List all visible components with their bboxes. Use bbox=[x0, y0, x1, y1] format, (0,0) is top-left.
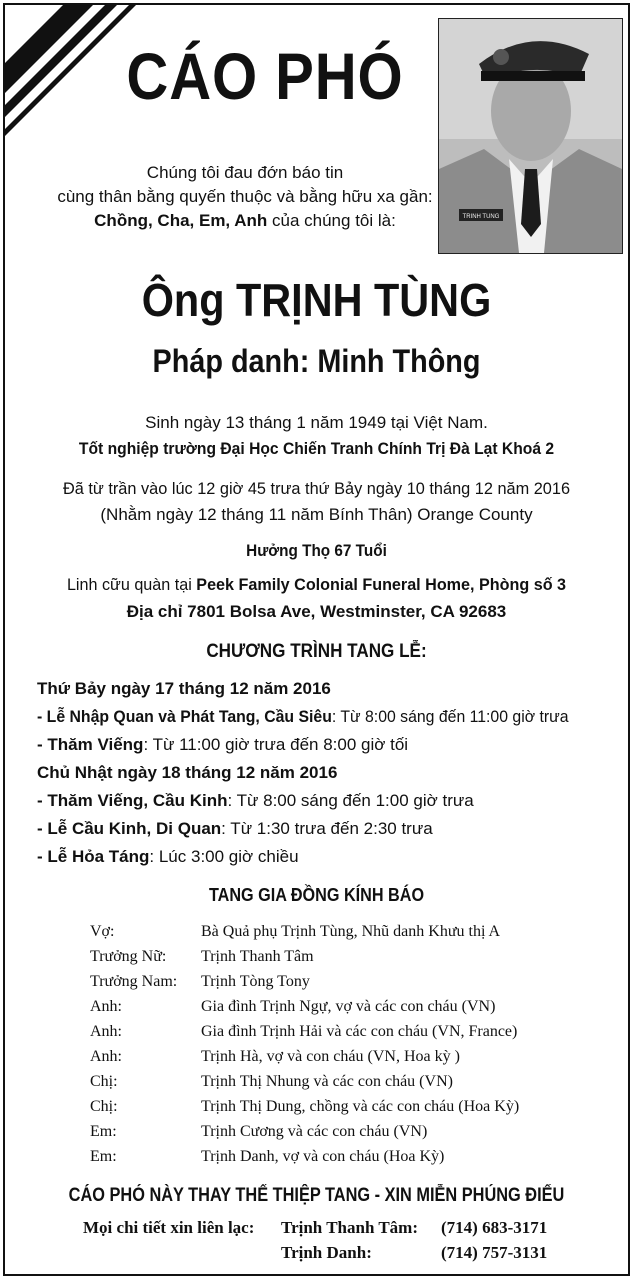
relation-value: Trịnh Danh, vợ và con cháu (Hoa Kỳ) bbox=[201, 1148, 445, 1165]
schedule-item bbox=[37, 819, 433, 839]
contact-phone: (714) 683-3171 bbox=[441, 1218, 548, 1237]
page-title: CÁO PHÓ bbox=[126, 39, 404, 113]
relation-value: Trịnh Thị Dung, chồng và các con cháu (Hoa Kỳ) bbox=[201, 1098, 520, 1115]
contact-name: Trịnh Danh: bbox=[281, 1243, 372, 1262]
intro-line-2: cùng thân bằng quyến thuộc và bằng hữu xa gần: bbox=[57, 187, 433, 206]
contact-prefix: Mọi chi tiết xin liên lạc: bbox=[83, 1218, 255, 1237]
relation-label: Vợ: bbox=[90, 923, 115, 940]
relation-label: Chị: bbox=[90, 1073, 118, 1090]
relation-value: Gia đình Trịnh Ngự, vợ và các con cháu (VN) bbox=[201, 998, 496, 1015]
funeral-address: Địa chỉ 7801 Bolsa Ave, Westminster, CA 92683 bbox=[126, 602, 507, 621]
event-time: : Từ 11:00 giờ trưa đến 8:00 giờ tối bbox=[143, 735, 409, 754]
schedule-item bbox=[37, 707, 569, 727]
event-name: - Lễ Hỏa Táng bbox=[37, 847, 150, 866]
dharma-name: Pháp danh: Minh Thông bbox=[152, 343, 481, 379]
relation-list: Chồng, Cha, Em, Anh bbox=[94, 211, 268, 230]
lunar-date: (Nhằm ngày 12 tháng 11 năm Bính Thân) Orange County bbox=[100, 505, 533, 524]
portrait-image bbox=[439, 19, 622, 253]
portrait-photo bbox=[438, 18, 623, 254]
birth-info: Sinh ngày 13 tháng 1 năm 1949 tại Việt Nam. bbox=[145, 413, 488, 432]
event-time: : Lúc 3:00 giờ chiều bbox=[149, 847, 299, 866]
day-1-date: Thứ Bảy ngày 17 tháng 12 năm 2016 bbox=[37, 679, 331, 698]
day-2-date: Chủ Nhật ngày 18 tháng 12 năm 2016 bbox=[37, 763, 338, 782]
funeral-home-info bbox=[21, 575, 613, 595]
relation-label: Chị: bbox=[90, 1098, 118, 1115]
relation-value: Trịnh Tòng Tony bbox=[201, 973, 310, 990]
education-info: Tốt nghiệp trường Đại Học Chiến Tranh Chính Trị Đà Lạt Khoá 2 bbox=[78, 439, 555, 458]
contact-phone: (714) 757-3131 bbox=[441, 1243, 548, 1262]
relation-label: Em: bbox=[90, 1148, 117, 1165]
name-tag: TRINH TUNG bbox=[462, 214, 500, 220]
funeral-home-name: Peek Family Colonial Funeral Home, Phòng số 3 bbox=[196, 575, 567, 594]
obituary-card bbox=[3, 3, 630, 1276]
event-name: - Lễ Nhập Quan và Phát Tang, Cầu Siêu bbox=[37, 707, 332, 726]
relation-value: Trịnh Thị Nhung và các con cháu (VN) bbox=[201, 1073, 453, 1090]
relation-label: Anh: bbox=[90, 1023, 122, 1040]
replacement-notice: CÁO PHÓ NÀY THAY THẾ THIỆP TANG - XIN MIỄN PHÚNG ĐIẾU bbox=[68, 1185, 565, 1206]
event-time: : Từ 8:00 sáng đến 11:00 giờ trưa bbox=[331, 707, 569, 726]
relation-label: Trưởng Nam: bbox=[90, 973, 178, 990]
deceased-name: Ông TRỊNH TÙNG bbox=[141, 274, 492, 326]
relation-label: Trưởng Nữ: bbox=[90, 948, 167, 965]
age-info: Hưởng Thọ 67 Tuổi bbox=[246, 541, 387, 560]
event-name: - Lễ Cầu Kinh, Di Quan bbox=[37, 819, 222, 838]
event-time: : Từ 1:30 trưa đến 2:30 trưa bbox=[221, 819, 433, 838]
relation-label: Anh: bbox=[90, 1048, 122, 1065]
family-heading: TANG GIA ĐỒNG KÍNH BÁO bbox=[208, 885, 425, 905]
funeral-home-prefix: Linh cữu quàn tại bbox=[66, 575, 197, 594]
intro-line-3 bbox=[45, 211, 445, 231]
schedule-item bbox=[37, 847, 299, 867]
relation-value: Gia đình Trịnh Hải và các con cháu (VN, France) bbox=[201, 1023, 518, 1040]
event-name: - Thăm Viếng bbox=[37, 735, 144, 754]
relation-value: Bà Quả phụ Trịnh Tùng, Nhũ danh Khưu thị A bbox=[201, 923, 501, 940]
schedule-item bbox=[37, 735, 408, 755]
passing-info: Đã từ trần vào lúc 12 giờ 45 trưa thứ Bảy ngày 10 tháng 12 năm 2016 bbox=[62, 479, 571, 498]
event-name: - Thăm Viếng, Cầu Kinh bbox=[37, 791, 228, 810]
intro-tail: của chúng tôi là: bbox=[267, 211, 396, 230]
relation-label: Em: bbox=[90, 1123, 117, 1140]
program-heading: CHƯƠNG TRÌNH TANG LỄ: bbox=[206, 641, 427, 662]
relation-value: Trịnh Cương và các con cháu (VN) bbox=[201, 1123, 428, 1140]
event-time: : Từ 8:00 sáng đến 1:00 giờ trưa bbox=[227, 791, 474, 810]
relation-value: Trịnh Hà, vợ và con cháu (VN, Hoa kỳ ) bbox=[201, 1048, 460, 1065]
schedule-item bbox=[37, 791, 474, 811]
relation-value: Trịnh Thanh Tâm bbox=[201, 948, 314, 965]
intro-line-1: Chúng tôi đau đớn báo tin bbox=[146, 163, 344, 182]
contact-name: Trịnh Thanh Tâm: bbox=[281, 1218, 419, 1237]
relation-label: Anh: bbox=[90, 998, 122, 1015]
